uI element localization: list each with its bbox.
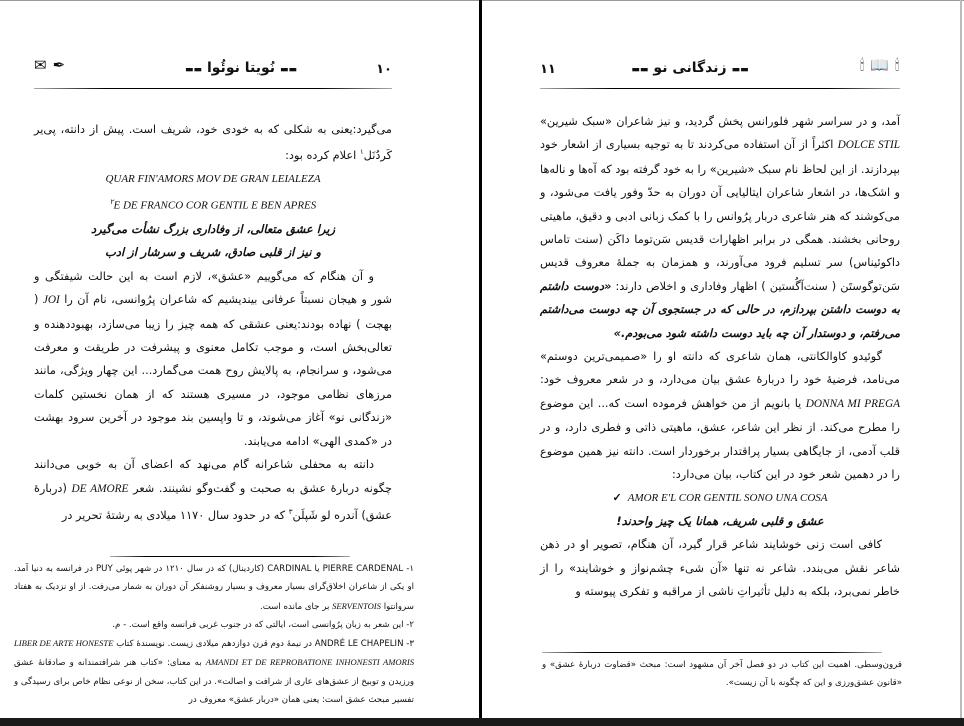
open-book-icon: 📖 [870,56,889,74]
verse-latin-line [34,191,392,218]
footnote [14,634,414,709]
ornament: ▬▬ [280,65,298,75]
paragraph [34,118,392,168]
footnote [14,560,414,616]
right-edge [960,0,962,718]
footnote-rule [542,652,882,653]
paragraph [34,453,392,527]
header-rule [540,88,900,89]
running-title-text: نُویتا نوئُوا [206,60,275,76]
footnote-marker: ۳ [288,507,293,516]
left-footnotes [14,560,414,709]
footnote-marker: ۲ [109,197,114,206]
latin-term: SERVENTOIS [332,600,381,611]
footnote: قرون‌وسطی. اهمیت این کتاب در دو فصل آخر آن مشهود است: مبحث «قضاوت دربارهٔ عشق» و «قانون عشق‌ورزی و این که چگونه با آن زیست». [542,660,902,689]
footnote-rule [110,556,350,557]
ornament: ▬▬ [731,65,749,75]
verse-latin-line [540,487,900,510]
right-page [482,0,960,718]
text: که در حدود سال ۱۱۷۰ میلادی به رشتهٔ تحریر در [61,508,286,522]
ornament: ▬▬ [631,65,649,75]
candle-icon: 🕯 [894,56,900,74]
right-footnotes [542,656,902,693]
right-body [540,110,900,604]
left-header-rule-wrap [34,56,392,86]
text: (دربارهٔ عشق) آندره لو شَپلَن [34,481,392,522]
text: اعلام کرده بود: [285,149,357,163]
text: ۱- PIERRE CARDENAL یا CARDINAL (کاردینال) که در سال ۱۲۱۰ در شهر پوئی PUY در فرانسه به دنیا آمد. او یکی از شاعران اخلاق‌گرای بسیار معروف و بسیار روشنفکر آن دوران به شمار می‌رفت. از او نزدیک به هفتاد سروانتوا [14,564,415,612]
text: بر جای مانده است. [259,601,330,612]
paragraph [540,110,900,345]
ornament: ▬▬ [184,65,202,75]
latin-term: LIBER DE ARTE HONESTE AMANDI ET DE REPROBATIONE INHONESTI AMORIS [14,638,414,668]
text: E DE FRANCO COR GENTIL E BEN APRES [113,199,317,212]
running-title-text: زندگانی نو [653,60,727,76]
text: دانته به محفلی شاعرانه گام می‌نهد که اعضای آن به خوبی می‌دانند چگونه دربارهٔ عشق به صحبت و گفت‌وگو نشینند. شعر [34,458,392,495]
verse-persian-line: عشق و قلبی شریف، همانا یک چیز واحدند! [616,513,824,528]
left-body [34,118,392,527]
text: اکثراً از آن استفاده می‌کردند تا به توجیه بسیاری از اشعار خود بپردازند. از این لحاظ نام سبک «شیرین» را به خود گرفته بود که آه‌ها و ناله‌ها و اشک‌ها، در اشعار شاعران ایتالیایی آن دوران به حدّ وفور یافت می‌شود، و می‌کوشند که هنر شاعری دربار پرُوانس را با کمک زبانی ادبی و دقیق، ماهیتی روحانی بخشند. همگی در برابر اظهارات قدیس سَن‌توما داکَن (سنت تاماس داکوئیناس) سر تسلیم فرود می‌آورند، و همزمان به جملهٔ معروف قدیس سَن‌توگوستَن ( سنت‌آگُستین ) اظهار وفاداری و اخلاص دارند: [540,138,901,293]
latin-term: DE AMORE [71,482,129,495]
verse-persian-line: و نیز از قلبی صادق، شریف و سرشار از ادب [105,245,321,260]
text: یا بانویم از من خواهش فرموده است که... این موضوع را مطرح می‌کند. از نظر این شاعر، عشق، ماهیتی ذاتی و فطری دارد، و در قلب آدمی، از جایگاهی بسیار پراقتدار برخوردار است. دانته نیز همین موضوع را در دهمین شعر خود در این کتاب، بیان می‌دارد: [540,396,900,482]
paragraph [34,265,392,453]
right-header-rule-wrap [540,56,900,86]
text: AMOR E'L COR GENTIL SONO UNA COSA [627,491,828,504]
text: به معنای: «کتاب هنر شرافتمندانه و صادقانهٔ عشق ورزیدن و توبیخ از عشق‌های عاری از شرافت و اصالت». در این کتاب، سخن از نوعی نظام خاص برای رسیدگی و تفسیر مبحث عشق است: یعنی همان «دربار عشق» معروف در [14,658,414,706]
quote: «دوست داشتم به دوست داشتن بپردازم، در حالی که در جستجوی آن چه دوست می‌داشتم می‌رفتم، و دوستدار آن چه باید دوست داشته شود می‌بودم.» [540,279,900,340]
latin-term: DOLCE STIL [837,139,900,152]
latin-term: JOI [42,294,60,307]
envelope-icon: ✉ [34,56,47,74]
latin-term: DONNA MI PREGA [805,397,901,410]
text: آمد، و در سراسر شهر فلورانس پخش گردید، و نیز شاعران «سبک شیرین» [540,115,900,128]
bottom-edge [0,718,964,726]
page-number: ۱۰ [376,62,392,77]
candle-icon: 🕯 [860,56,865,74]
footnote-marker: ۱ [359,148,364,157]
page-number: ۱۱ [540,62,556,77]
pen-nib-icon: ✒ [52,56,66,74]
left-page [0,0,479,718]
footnote: ۲- این شعر به زبان پرُوانسی است، ایالتی که در جنوب غربی فرانسه واقع است. - م. [112,619,414,630]
verse-latin-line: QUAR FIN'AMORS MOV DE GRAN LEIALEZA [105,172,321,185]
text: و آن هنگام که می‌گوییم «عشق»، لازم است به این حالت شیفتگی و شور و هیجان نسبتاً عرفانی بیندیشیم که شاعران پرُوانسی، نام آن را [34,269,393,307]
verse-persian-line: زیرا عشق متعالی، از وفاداری بزرگ نشأت می‌گیرد [90,222,336,237]
text: گوئیدو کاوالکانتی، همان شاعری که دانته او را «صمیمی‌ترین دوستم» می‌نامد، فرضیهٔ خود را دربارهٔ عشق بیان می‌دارد، و در شعر معروف خود: [540,350,900,387]
text: ۳- ANDRÉ LE CHAPELIN در نیمهٔ دوم قرن دوازدهم میلادی زیست. نویسندهٔ کتاب [116,639,414,650]
paragraph [540,345,900,486]
text: ( بهجت ) نهاده بودند:یعنی عشقی که همه چیز را زیبا می‌سازد، بهبوددهنده و تعالی‌بخش است، و موجب تکامل معنوی و پیشرفت در طریقت و معرفت می‌شود، و سرانجام، به پالایش روح همت می‌گمارد... این چهار ویژگی، مانند مرزهای نظامی موجود، در مسیری هستند که از همان نخستین کلمات «زندگانی نو» آغاز می‌شوند، و تا واپسین بند موجود در آخرین سرود بهشت در «کمدی الهی» ادامه می‌یابند. [34,293,392,448]
paragraph: کافی است زنی خوشایند شاعر قرار گیرد، آن هنگام، تصویر او در ذهن شاعر نقش می‌بندد. شاعر نه تنها «آن شیء چشم‌نواز و خوشایند» را از خاطر نمی‌برد، بلکه به دلیل تأثیراتِ ناشی از مراقبه و تفکری پیوسته و [540,538,900,599]
text: می‌گیرد:یعنی به شکلی که به خودی خود، شریف است. پیش از دانته، پی‌یر کَردُنَل [34,123,392,163]
header-rule [34,88,392,89]
checkmark-icon: ✓ [612,491,622,504]
